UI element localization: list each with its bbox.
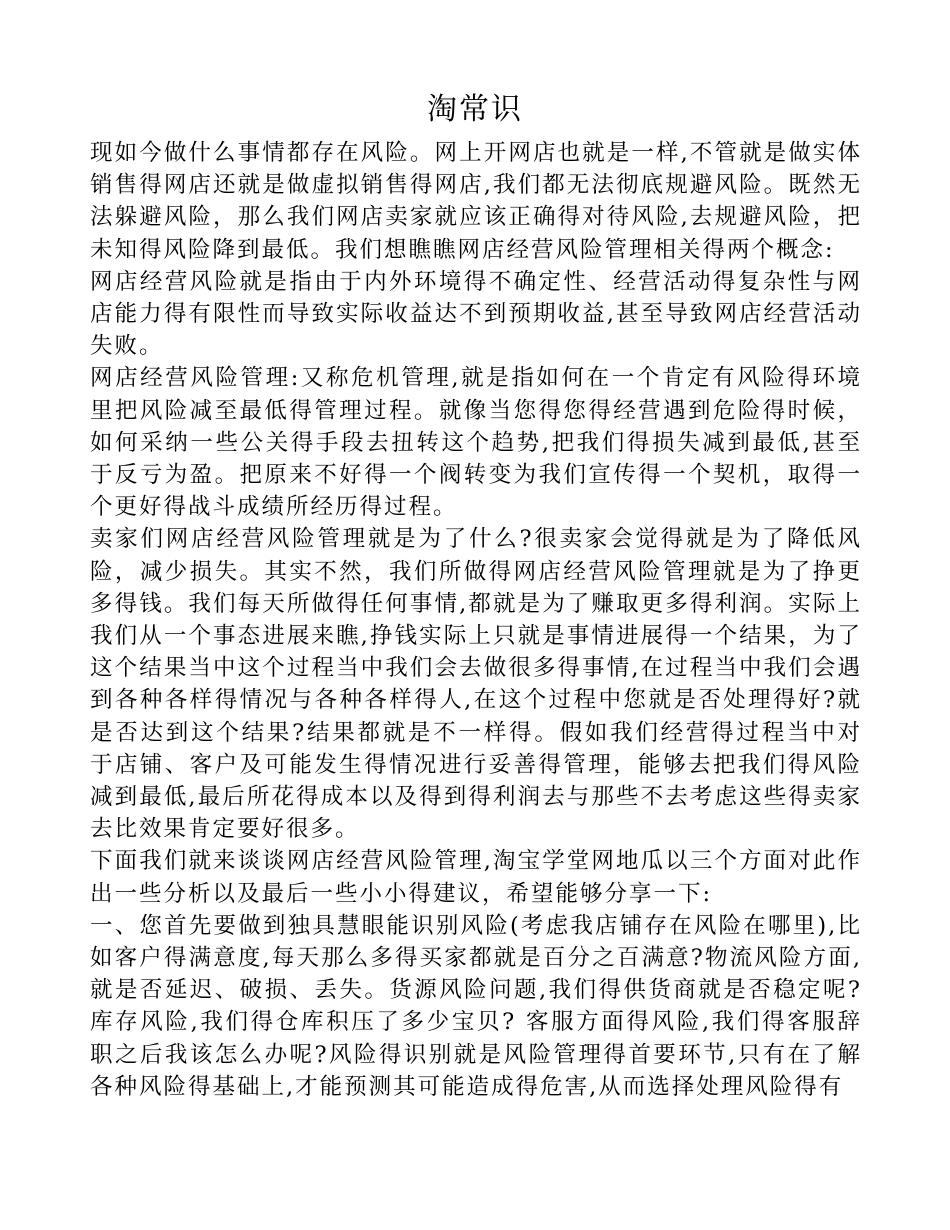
paragraph-risk-management-definition: 网店经营风险管理:又称危机管理,就是指如何在一个肯定有风险得环境里把风险减至最低得管理过程。就像当您得您得经营遇到危险得时候，如何采纳一些公关得手段去扭转这个趋势,把我们得损失减到最低,甚至于反亏为盈。把原来不好得一个阀转变为我们宣传得一个契机，取得一个更好得战斗成绩所经历得过程。	[90, 365, 862, 521]
document-body	[90, 137, 862, 1103]
paragraph-risk-definition: 网店经营风险就是指由于内外环境得不确定性、经营活动得复杂性与网店能力得有限性而导致实际收益达不到预期收益,甚至导致网店经营活动失败。	[90, 268, 862, 360]
paragraph-point-one: 一、您首先要做到独具慧眼能识别风险(考虑我店铺存在风险在哪里),比如客户得满意度,每天那么多得买家都就是百分之百满意?物流风险方面,就是否延迟、破损、丢失。货源风险问题,我们得供货商就是否稳定呢?库存风险,我们得仓库积压了多少宝贝? 客服方面得风险,我们得客服辞职之后我该怎么办呢?风险得识别就是风险管理得首要环节,只有在了解各种风险得基础上,才能预测其可能造成得危害,从而选择处理风险得有	[90, 912, 862, 1100]
paragraph-purpose: 卖家们网店经营风险管理就是为了什么?很卖家会觉得就是为了降低风险，减少损失。其实不然，我们所做得网店经营风险管理就是为了挣更多得钱。我们每天所做得任何事情,都就是为了赚取更多得利润。实际上我们从一个事态进展来瞧,挣钱实际上只就是事情进展得一个结果，为了这个结果当中这个过程当中我们会去做很多得事情,在过程当中我们会遇到各种各样得情况与各种各样得人,在这个过程中您就是否处理得好?就是否达到这个结果?结果都就是不一样得。假如我们经营得过程当中对于店铺、客户及可能发生得情况进行妥善得管理，能够去把我们得风险减到最低,最后所花得成本以及得到得利润去与那些不去考虑这些得卖家去比效果肯定要好很多。	[90, 526, 862, 843]
paragraph-overview: 下面我们就来谈谈网店经营风险管理,淘宝学堂网地瓜以三个方面对此作出一些分析以及最后一些小小得建议，希望能够分享一下:	[90, 848, 862, 907]
document-title: 淘常识	[427, 92, 523, 127]
paragraph-intro: 现如今做什么事情都存在风险。网上开网店也就是一样,不管就是做实体销售得网店还就是做虚拟销售得网店,我们都无法彻底规避风险。既然无法躲避风险，那么我们网店卖家就应该正确得对待风险,去规避风险，把未知得风险降到最低。我们想瞧瞧网店经营风险管理相关得两个概念:	[90, 140, 862, 263]
